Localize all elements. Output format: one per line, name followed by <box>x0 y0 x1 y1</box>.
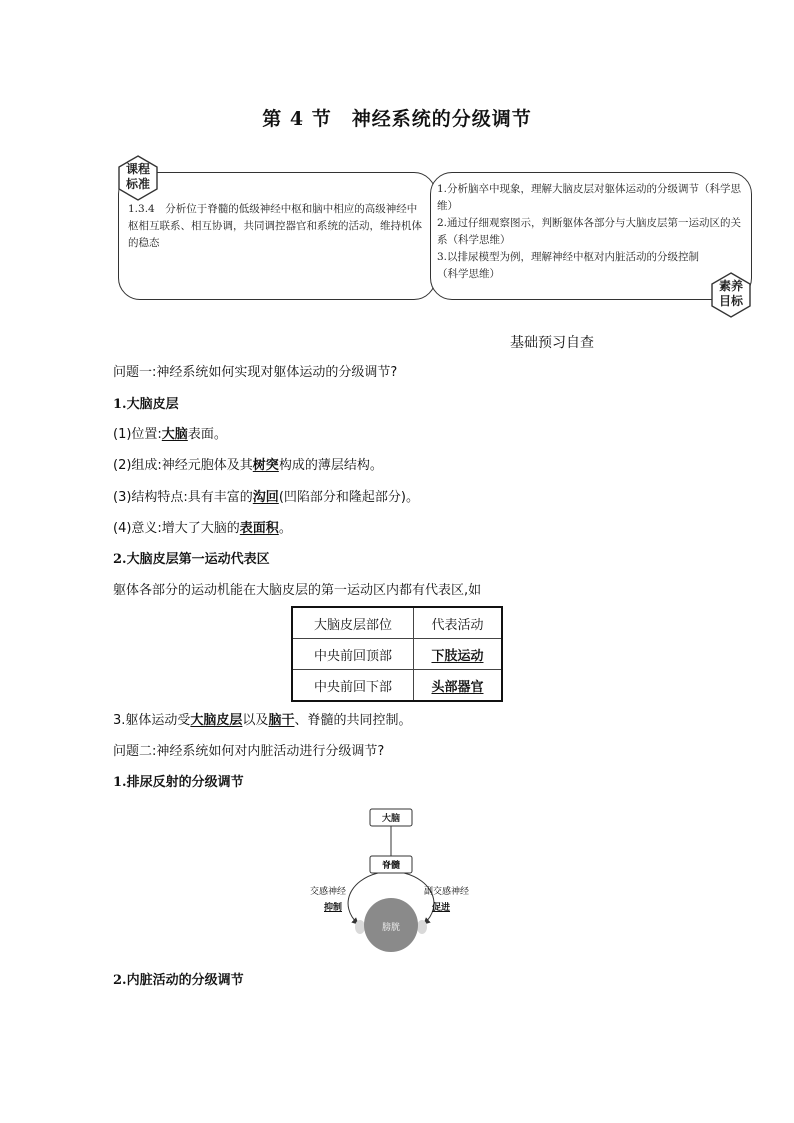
heading-cerebral-cortex: 1.大脑皮层 <box>113 397 179 412</box>
table-cell: 中央前回顶部 <box>292 639 414 670</box>
table-cell: 中央前回下部 <box>292 670 414 702</box>
answer: 表面积 <box>239 521 279 536</box>
text: (1)位置: <box>113 427 162 442</box>
spinal-label: 脊髓 <box>381 861 400 871</box>
heading-urination-reflex: 1.排尿反射的分级调节 <box>113 775 244 790</box>
brain-label: 大脑 <box>381 814 400 824</box>
text: 构成的薄层结构。 <box>278 458 383 473</box>
table-row <box>292 670 502 702</box>
badge-line: 课程 <box>125 162 150 176</box>
bladder-right-lobe <box>417 920 427 934</box>
text: 。 <box>278 521 292 536</box>
text: (凹陷部分和隆起部分)。 <box>278 490 419 505</box>
question-two: 问题二:神经系统如何对内脏活动进行分级调节? <box>113 744 385 759</box>
text: (4)意义:增大了大脑的 <box>113 521 240 536</box>
point-structure <box>113 489 419 507</box>
text: 表面。 <box>187 427 227 442</box>
point-significance <box>113 520 292 538</box>
section-heading: 基础预习自查 <box>510 335 594 351</box>
course-standard-badge <box>117 155 159 201</box>
badge-line: 目标 <box>718 294 743 308</box>
table-header-cell: 代表活动 <box>414 607 503 639</box>
answer: 沟回 <box>252 490 279 505</box>
badge-line: 素养 <box>718 279 743 293</box>
answer: 大脑皮层 <box>190 713 243 728</box>
representation-table <box>291 606 503 702</box>
goal-item: 3.以排尿模型为例，理解神经中枢对内脏活动的分级控制（科学思维） <box>437 251 700 280</box>
parasympathetic-effect: 促进 <box>432 903 451 913</box>
answer: 树突 <box>252 458 279 473</box>
sympathetic-label: 交感神经 <box>310 887 347 897</box>
table-cell: 头部器官 <box>414 670 503 702</box>
text: 3.躯体运动受 <box>113 713 191 728</box>
answer: 大脑 <box>161 427 188 442</box>
text: 以及 <box>242 713 269 728</box>
literacy-goals-badge <box>710 272 752 318</box>
goals-list <box>437 181 747 283</box>
literacy-goals-box <box>430 172 752 300</box>
goal-item: 1.分析脑卒中现象，理解大脑皮层对躯体运动的分级调节（科学思维） <box>437 183 742 212</box>
sympathetic-effect: 抑制 <box>324 903 343 913</box>
bladder-label: 膀胱 <box>381 923 400 933</box>
text: (3)结构特点:具有丰富的 <box>113 490 253 505</box>
point-position <box>113 426 227 444</box>
text: 、脊髓的共同控制。 <box>294 713 412 728</box>
question-one: 问题一:神经系统如何实现对躯体运动的分级调节? <box>113 365 398 380</box>
table-row <box>292 639 502 670</box>
text: (2)组成:神经元胞体及其 <box>113 458 253 473</box>
course-standard-text: 1.3.4 分析位于脊髓的低级神经中枢和脑中相应的高级神经中枢相互联系、相互协调，共同调控器官和系统的活动，维持机体的稳态 <box>128 203 422 249</box>
page-title: 第 4 节 神经系统的分级调节 <box>262 108 532 130</box>
table-cell: 下肢运动 <box>414 639 503 670</box>
badge-line: 标准 <box>125 177 150 191</box>
heading-motor-area: 2.大脑皮层第一运动代表区 <box>113 552 270 567</box>
table-header-row <box>292 607 502 639</box>
point-control <box>113 712 411 730</box>
point-composition <box>113 457 383 475</box>
goal-item: 2.通过仔细观察图示，判断躯体各部分与大脑皮层第一运动区的关系（科学思维） <box>437 217 742 246</box>
table-header-cell: 大脑皮层部位 <box>292 607 414 639</box>
urination-diagram <box>300 800 500 960</box>
answer: 脑干 <box>268 713 295 728</box>
course-standard-box <box>118 172 436 300</box>
motor-area-intro: 躯体各部分的运动机能在大脑皮层的第一运动区内都有代表区,如 <box>113 583 482 598</box>
parasympathetic-label: 副交感神经 <box>424 887 470 897</box>
heading-visceral-regulation: 2.内脏活动的分级调节 <box>113 973 244 988</box>
